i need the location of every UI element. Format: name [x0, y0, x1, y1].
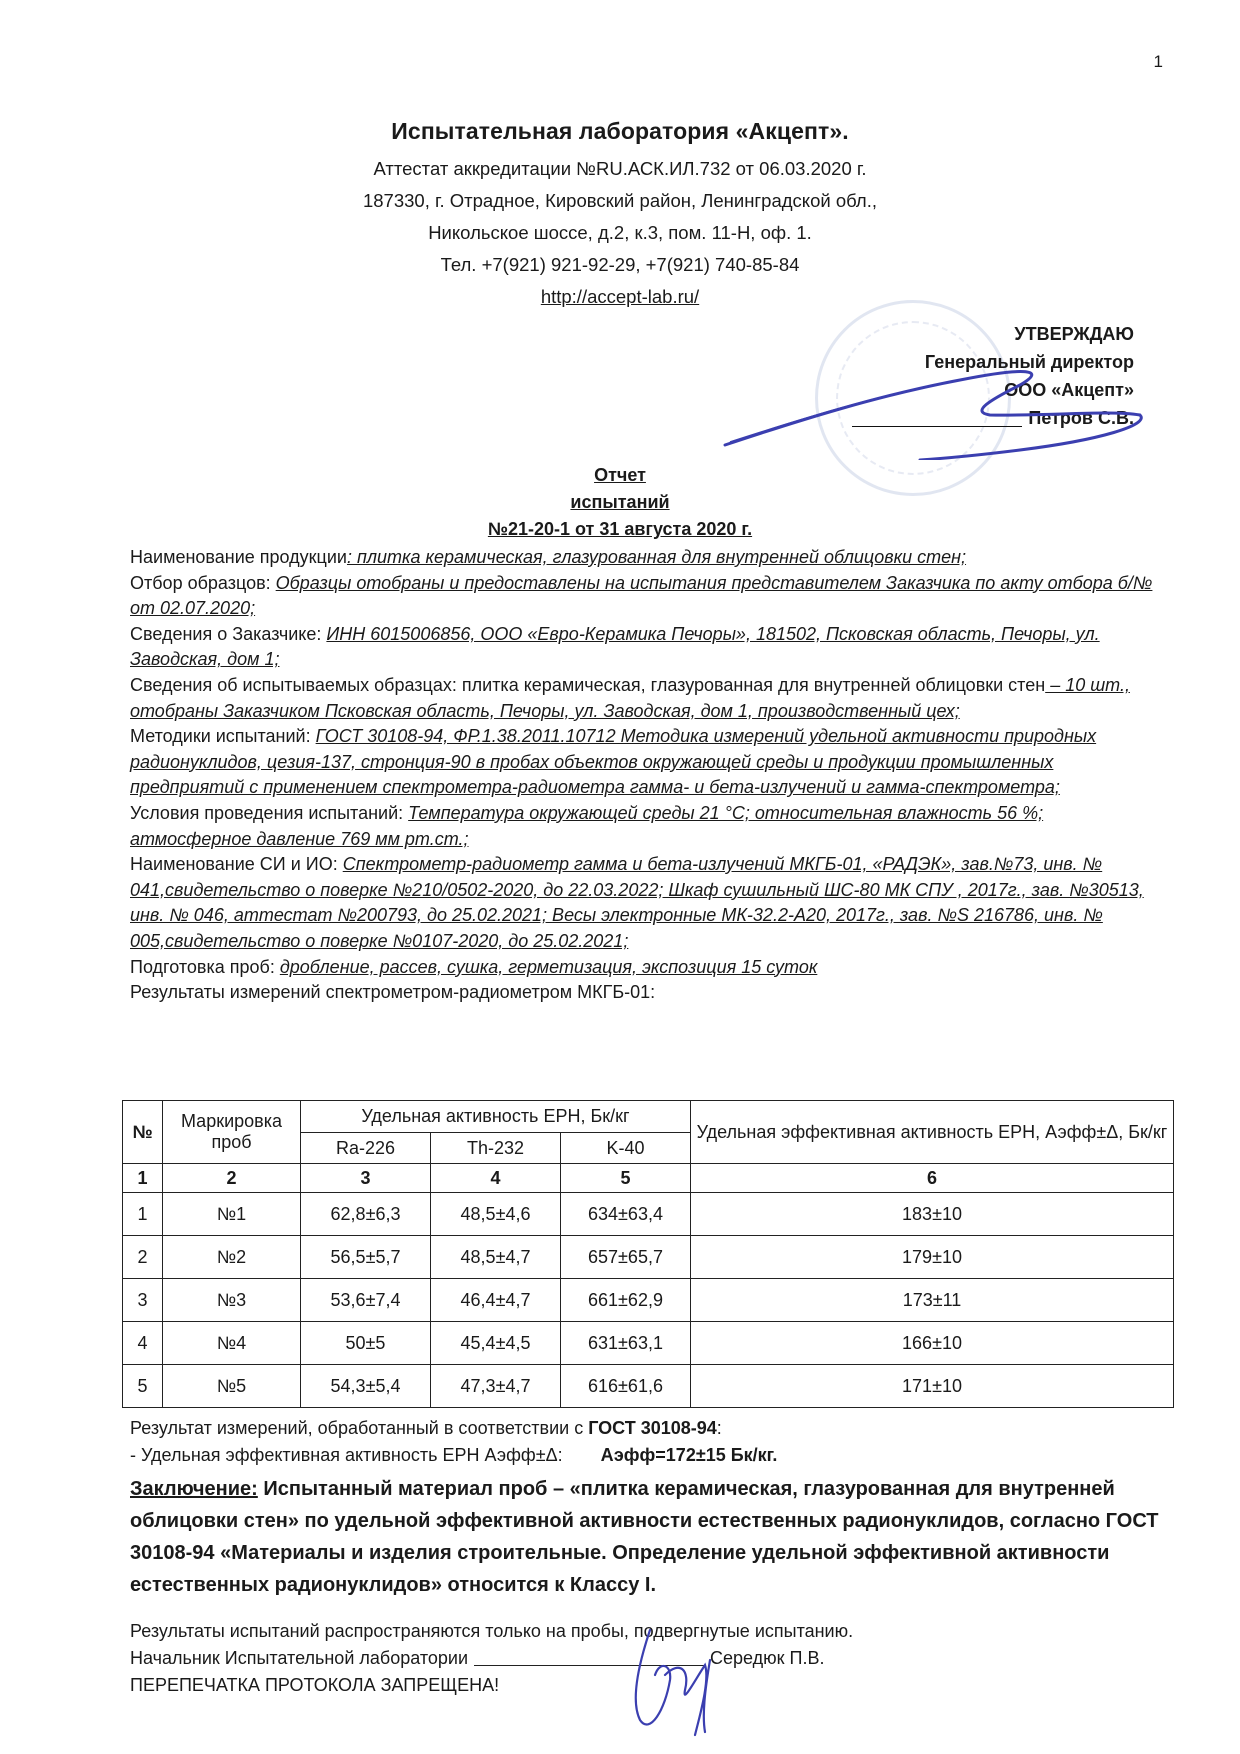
- lab-header: [0, 118, 1240, 313]
- phone-line: Тел. +7(921) 921-92-29, +7(921) 740-85-84: [440, 254, 800, 275]
- conclusion: [130, 1473, 1170, 1601]
- report-title-line-1: Отчет: [594, 465, 646, 485]
- accreditation-line: Аттестат аккредитации №RU.АСК.ИЛ.732 от 06.03.2020 г.: [373, 158, 867, 179]
- field-customer: Сведения о Заказчике: ИНН 6015006856, ООО «Евро-Керамика Печоры», 181502, Псковская область, Печоры, ул. Заводская, дом 1;: [130, 623, 1100, 670]
- report-title-line-2: испытаний: [570, 492, 670, 512]
- approval-company: ООО «Акцепт»: [1004, 380, 1134, 400]
- header-marking: Маркировка проб: [163, 1101, 301, 1164]
- table-row: 1 №1 62,8±6,3 48,5±4,6 634±63,4 183±10: [123, 1193, 1174, 1236]
- page-number: 1: [1153, 52, 1163, 71]
- director-signature-icon: [720, 350, 1150, 460]
- field-product: Наименование продукции: плитка керамическая, глазурованная для внутренней облицовки стен;: [130, 547, 967, 567]
- header-ra226: Ra-226: [301, 1133, 431, 1164]
- field-samples: Сведения об испытываемых образцах: плитка керамическая, глазурованная для внутренней облицовки стен – 10 шт., отобраны Заказчиком Псковская область, Печоры, ул. Заводская, дом 1, производственный цех;: [130, 674, 1130, 721]
- column-number-row: 1 2 3 4 5 6: [123, 1164, 1174, 1193]
- footer: [130, 1618, 1030, 1699]
- address-line-2: Никольское шоссе, д.2, к.3, пом. 11-Н, оф. 1.: [428, 222, 812, 243]
- website-link[interactable]: http://accept-lab.ru/: [540, 286, 700, 307]
- field-methods: Методики испытаний: ГОСТ 30108-94, ФР.1.38.2011.10712 Методика измерений удельной активности природных радионуклидов, цезия-137, стронция-90 в пробах объектов окружающей среды и продукции промышленных предприятий с применением спектрометра-радиометра гамма- и бета-излучений и гамма-спектрометра;: [130, 726, 1097, 798]
- field-equipment: Наименование СИ и ИО: Спектрометр-радиометр гамма и бета-излучений МКГБ-01, «РАДЭК», зав.№73, инв. № 041,свидетельство о поверке №210/0502-2020, до 22.03.2022; Шкаф сушильный ШС-80 МК СПУ , 2017г., зав. №30513, инв. № 046, аттестат №200793, до 25.02.2021; Весы электронные МК-32.2-А20, 2017г., зав. №S 216786, инв. № 005,свидетельство о поверке №0107-2020, до 25.02.2021;: [130, 854, 1144, 951]
- lab-head-name: Середюк П.В.: [710, 1648, 825, 1668]
- approval-title: УТВЕРЖДАЮ: [1014, 324, 1134, 344]
- report-number: №21-20-1 от 31 августа 2020 г.: [487, 519, 753, 539]
- processed-results: [130, 1415, 1170, 1469]
- report-title: [0, 462, 1240, 543]
- header-num: №: [123, 1101, 163, 1164]
- results-table: [122, 1100, 1174, 1408]
- approval-position: Генеральный директор: [924, 352, 1134, 372]
- processed-line-1: Результат измерений, обработанный в соответствии с ГОСТ 30108-94:: [130, 1418, 722, 1438]
- header-th232: Th-232: [431, 1133, 561, 1164]
- table-row: 3 №3 53,6±7,4 46,4±4,7 661±62,9 173±11: [123, 1279, 1174, 1322]
- scope-note: Результаты испытаний распространяются только на пробы, подвергнутые испытанию.: [130, 1621, 854, 1641]
- lab-title: Испытательная лаборатория «Акцепт».: [391, 118, 849, 144]
- field-sampling: Отбор образцов: Образцы отобраны и предоставлены на испытания представителем Заказчика по акту отбора б/№ от 02.07.2020;: [130, 572, 1153, 619]
- table-row: 2 №2 56,5±5,7 48,5±4,7 657±65,7 179±10: [123, 1236, 1174, 1279]
- results-intro: Результаты измерений спектрометром-радиометром МКГБ-01:: [130, 982, 656, 1003]
- table-row: 4 №4 50±5 45,4±4,5 631±63,1 166±10: [123, 1322, 1174, 1365]
- aeff-value: Аэфф=172±15 Бк/кг.: [600, 1445, 778, 1465]
- processed-line-2: - Удельная эффективная активность ЕРН Аэфф±Δ: Аэфф=172±15 Бк/кг.: [130, 1445, 778, 1465]
- report-fields: [130, 545, 1160, 1006]
- conclusion-text: Испытанный материал проб – «плитка керамическая, глазурованная для внутренней облицовки стен» по удельной эффективной активности естественных радионуклидов, согласно ГОСТ 30108-94 «Материалы и изделия строительные. Определение удельной эффективной активности естественных радионуклидов» относится к Классу I.: [130, 1478, 1159, 1596]
- table-row: 5 №5 54,3±5,4 47,3±4,7 616±61,6 171±10: [123, 1365, 1174, 1408]
- lab-head-signature-line: Начальник Испытательной лаборатории Середюк П.В.: [130, 1648, 825, 1668]
- field-preparation: Подготовка проб: дробление, рассев, сушка, герметизация, экспозиция 15 суток: [130, 956, 818, 977]
- lab-head-signature-icon: [610, 1620, 760, 1740]
- approval-name: Петров С.В.: [1028, 408, 1134, 428]
- address-line-1: 187330, г. Отрадное, Кировский район, Ленинградской обл.,: [362, 190, 877, 211]
- field-conditions: Условия проведения испытаний: Температура окружающей среды 21 °С; относительная влажность 56 %; атмосферное давление 769 мм рт.ст.;: [130, 802, 1044, 849]
- header-activity-group: Удельная активность ЕРН, Бк/кг: [301, 1101, 691, 1133]
- header-effective: Удельная эффективная активность ЕРН, Аэфф±Δ, Бк/кг: [691, 1101, 1174, 1164]
- header-k40: K-40: [561, 1133, 691, 1164]
- reprint-warning: ПЕРЕПЕЧАТКА ПРОТОКОЛА ЗАПРЕЩЕНА!: [130, 1675, 500, 1695]
- conclusion-label: Заключение:: [130, 1478, 258, 1500]
